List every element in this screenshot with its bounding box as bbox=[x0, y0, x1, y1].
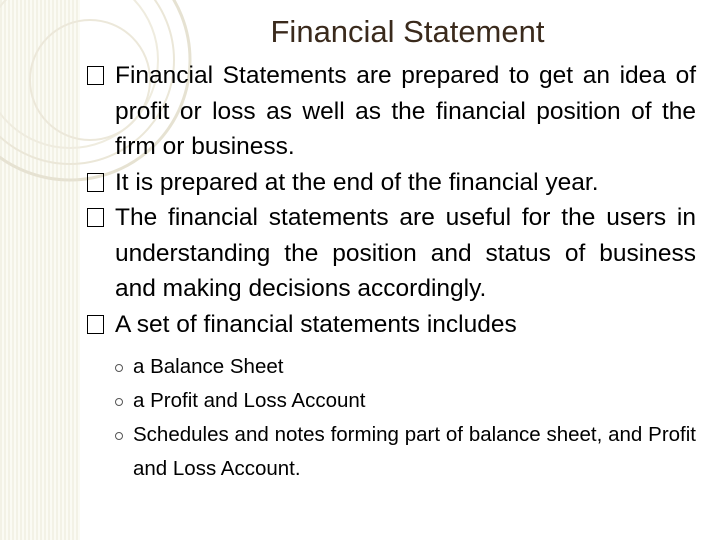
ring-bullet-icon bbox=[115, 364, 123, 372]
bullet-box-icon bbox=[87, 315, 104, 334]
bullet-box-icon bbox=[87, 173, 104, 192]
bullet-item bbox=[113, 58, 696, 165]
bullet-box-icon bbox=[87, 66, 104, 85]
slide-title: Financial Statement bbox=[270, 14, 545, 49]
bullet-text: The financial statements are useful for the users in understanding the position and status of business and making decisions accordingly. bbox=[115, 204, 696, 302]
sub-bullet-item bbox=[113, 418, 696, 486]
sub-bullet-text: Schedules and notes forming part of balance sheet, and Profit and Loss Account. bbox=[133, 423, 696, 480]
bullet-text: A set of financial statements includes bbox=[115, 310, 517, 338]
sub-bullet-text: a Profit and Loss Account bbox=[133, 389, 366, 412]
sub-bullet-text: a Balance Sheet bbox=[133, 355, 284, 378]
sub-bullet-list bbox=[113, 350, 696, 486]
bullet-list bbox=[113, 58, 696, 342]
sub-bullet-item bbox=[113, 350, 696, 384]
ring-bullet-icon bbox=[115, 398, 123, 406]
bullet-box-icon bbox=[87, 208, 104, 227]
bullet-text: Financial Statements are prepared to get an idea of profit or loss as well as the financial position of the firm or business. bbox=[115, 62, 696, 160]
bullet-item bbox=[113, 200, 696, 307]
sub-bullet-item bbox=[113, 384, 696, 418]
bullet-item bbox=[113, 307, 696, 343]
bullet-text: It is prepared at the end of the financial year. bbox=[115, 168, 599, 196]
bullet-item bbox=[113, 165, 696, 201]
ring-bullet-icon bbox=[115, 432, 123, 440]
